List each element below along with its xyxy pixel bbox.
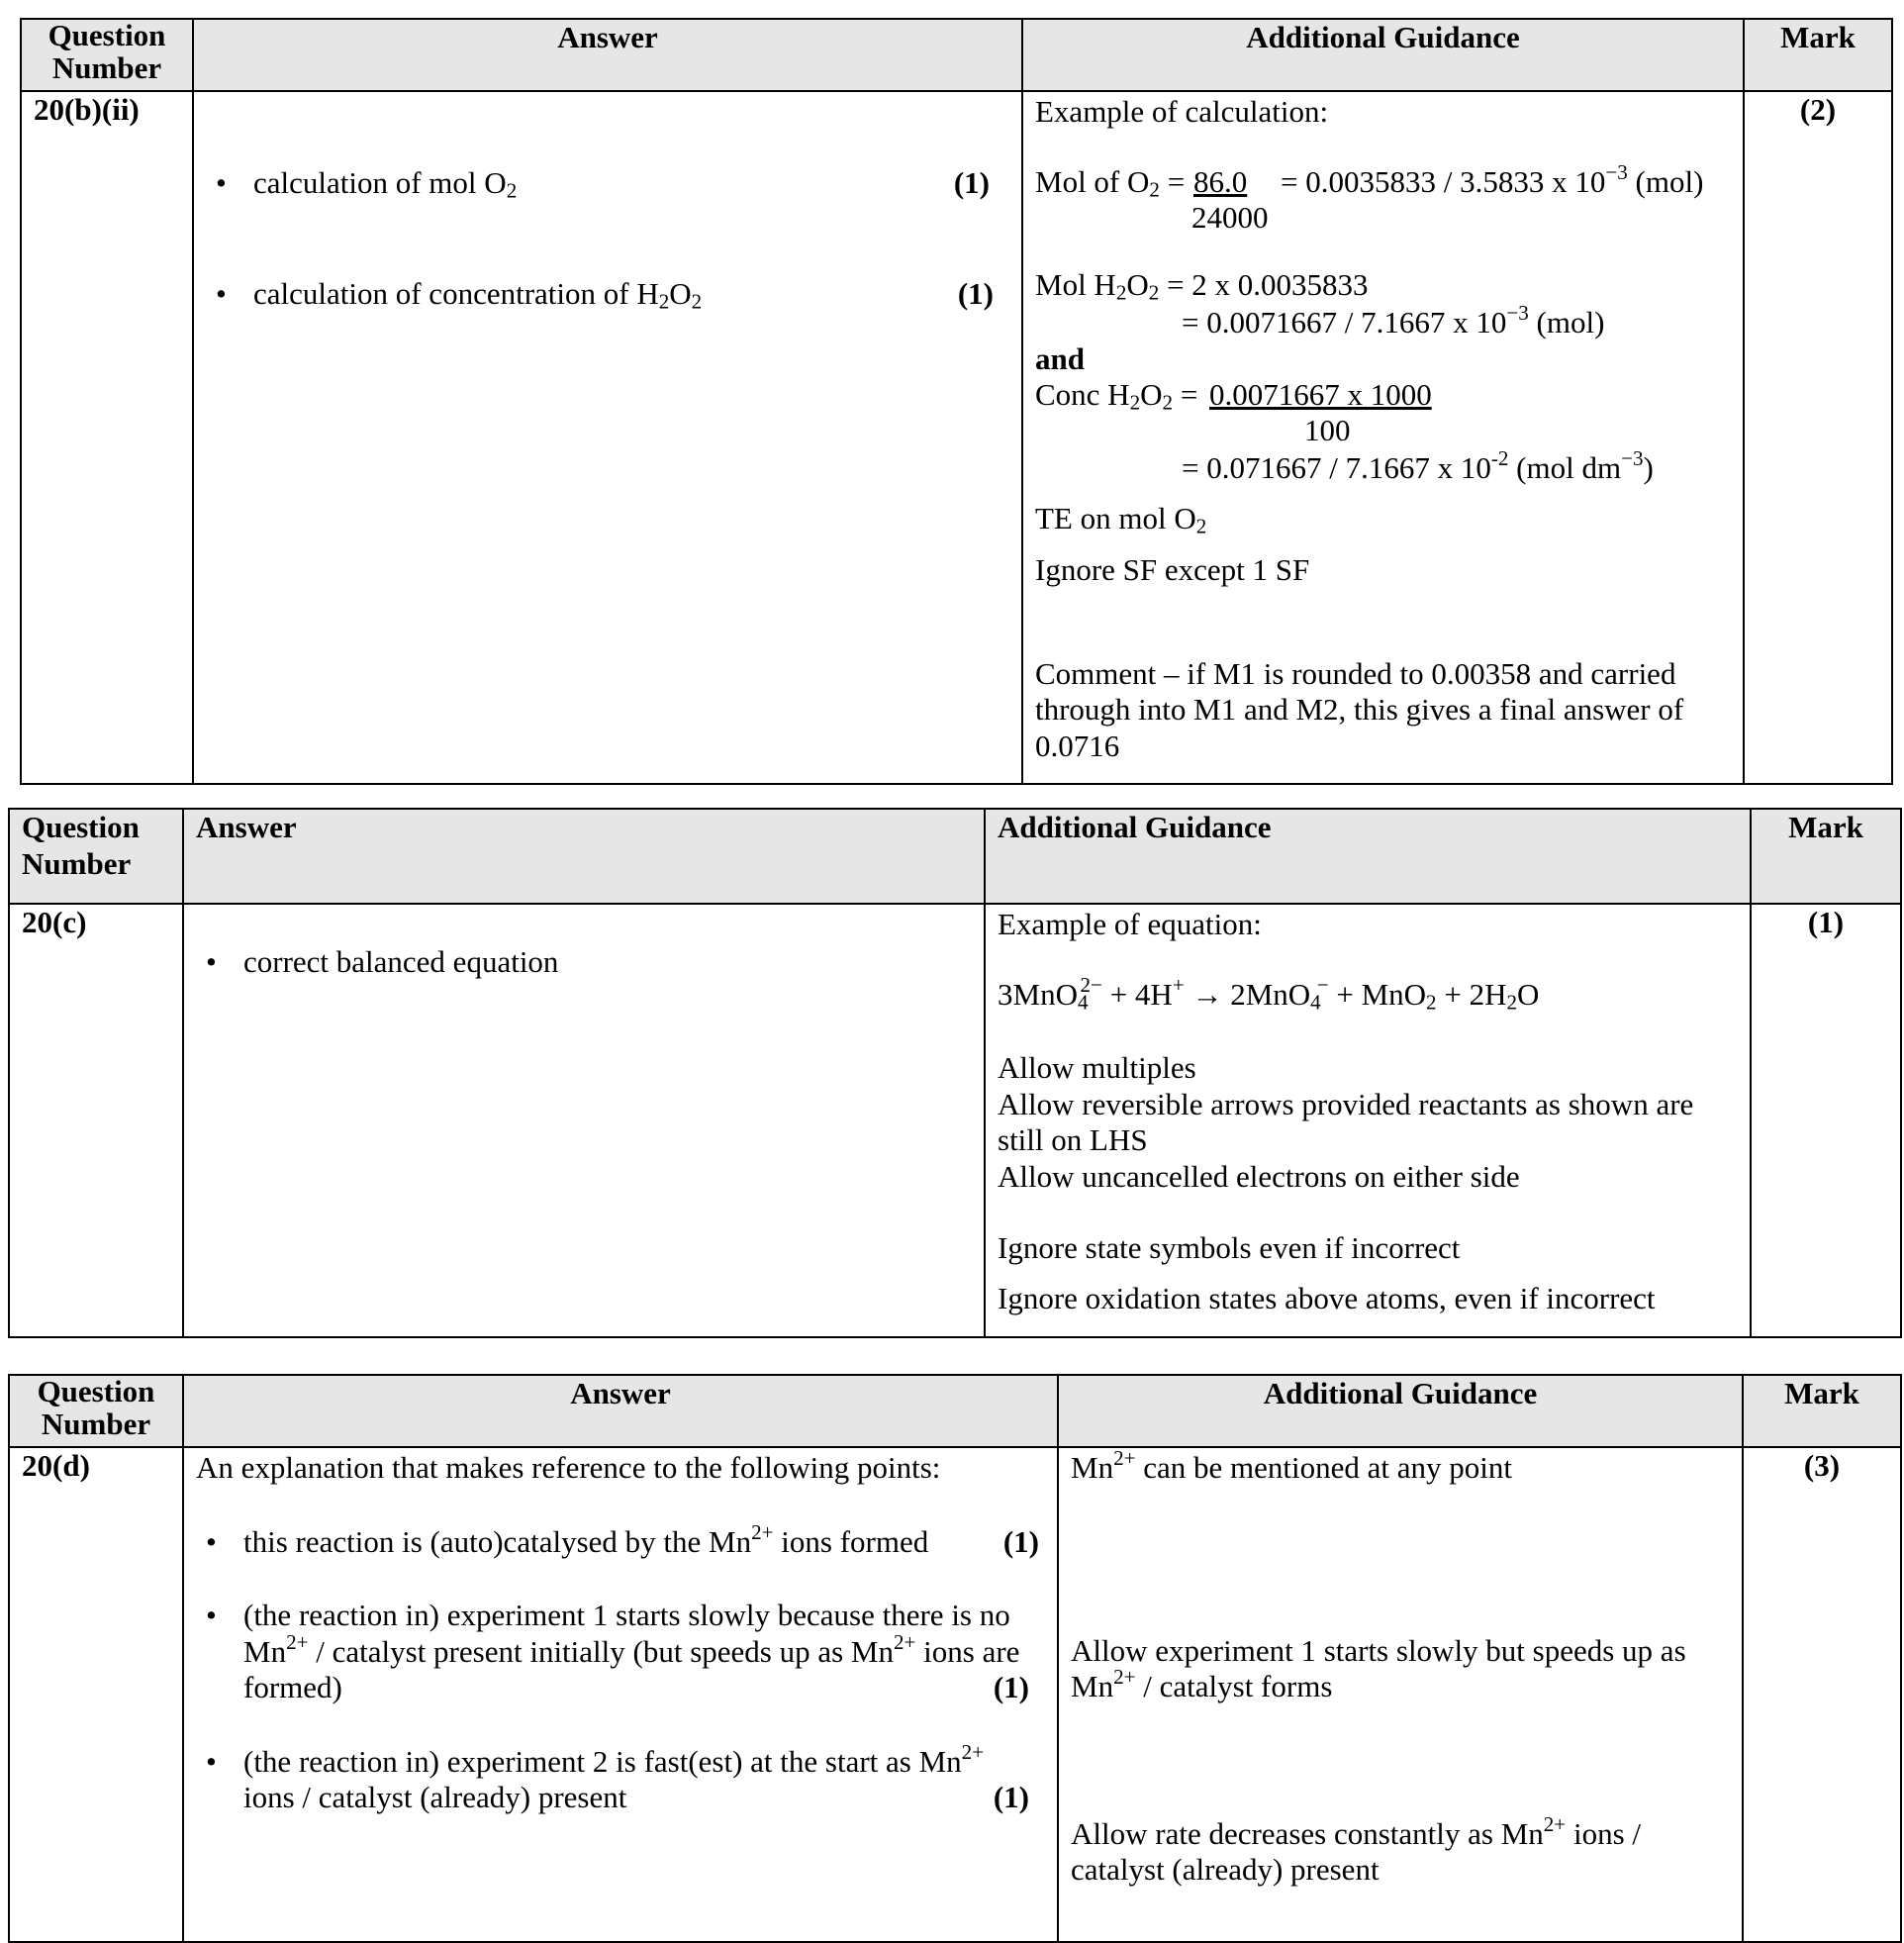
- question-number: 20(b)(ii): [21, 91, 193, 784]
- point-mark: (1): [993, 1780, 1029, 1815]
- guidance-cell: [1022, 91, 1744, 784]
- fraction-numerator: 0.0071667 x 1000: [1209, 377, 1432, 413]
- table-row: [9, 904, 1901, 1337]
- guidance-header: Additional Guidance: [1022, 19, 1744, 91]
- point-mark: (1): [957, 276, 994, 312]
- question-number-header: Question Number: [21, 19, 193, 91]
- question-number-header: Question Number: [9, 1375, 183, 1447]
- question-mark: (2): [1744, 91, 1892, 784]
- table-header-row: [21, 19, 1892, 91]
- answer-cell: [193, 91, 1022, 784]
- point-mark: (1): [1002, 1523, 1039, 1559]
- guidance-mn-note: $Mn^{2+}$ can be mentioned at any point: [1071, 1445, 1513, 1485]
- guidance-rate-note: Allow rate decreases constantly as $Mn^{2+}$ ions / catalyst (already) present: [1071, 1811, 1641, 1888]
- guidance-header: Additional Guidance: [1058, 1375, 1743, 1447]
- answer-point: • (the reaction in) experiment 2 is fast(est) at the start as $Mn^{2+}$ ions / catalyst (already) present (1): [196, 1744, 1039, 1816]
- table-row: [9, 1447, 1901, 1942]
- answer-header: Answer: [193, 19, 1022, 91]
- answer-point: • calculation of concentration of $H_2O_2$ (1): [206, 276, 1009, 314]
- mol-h2o2-result: = 0.0071667 / 7.1667 x $10^{-3}$ (mol): [1182, 301, 1605, 340]
- guidance-cell: [1058, 1447, 1743, 1942]
- question-mark: (3): [1743, 1447, 1901, 1942]
- table-header-row: [9, 1375, 1901, 1447]
- answer-header: Answer: [183, 1375, 1058, 1447]
- answer-point: • correct balanced equation: [196, 944, 972, 981]
- fraction-denominator: 24000: [1191, 199, 1269, 235]
- answer-cell: [183, 1447, 1058, 1942]
- allow-electrons-note: Allow uncancelled electrons on either side: [998, 1158, 1520, 1194]
- question-number: 20(c): [9, 904, 183, 1337]
- mark-scheme-table-20d: [8, 1374, 1902, 1943]
- question-number: 20(d): [9, 1447, 183, 1942]
- fraction-denominator: 100: [1304, 413, 1351, 448]
- fraction-numerator: 86.0: [1193, 163, 1248, 199]
- comment-note: Comment – if M1 is rounded to 0.00358 and carried through into M1 and M2, this gives a final answer of 0.0716: [1035, 655, 1684, 764]
- point-mark: (1): [993, 1670, 1029, 1705]
- table-row: [21, 91, 1892, 784]
- conc-h2o2-result: = 0.071667 / 7.1667 x $10^{-2}$ (mol $dm^{-3}$): [1182, 446, 1654, 486]
- balanced-equation: $3MnO_4^{2-} + 4H^+ \to 2MnO_4^- + MnO_2 + 2H_2O$: [998, 972, 1540, 1015]
- table-header-row: [9, 809, 1901, 904]
- guidance-cell: [985, 904, 1751, 1337]
- mark-scheme-table-20c: [8, 808, 1902, 1338]
- guidance-exp1-note: Allow experiment 1 starts slowly but speeds up as $Mn^{2+}$ / catalyst forms: [1071, 1632, 1686, 1704]
- answer-header: Answer: [183, 809, 985, 904]
- ignore-oxidation-note: Ignore oxidation states above atoms, even if incorrect: [998, 1280, 1656, 1315]
- mol-h2o2-calculation: Mol $H_2O_2 = 2$ x 0.0035833: [1035, 266, 1369, 305]
- question-mark: (1): [1751, 904, 1901, 1337]
- and-connector: and: [1035, 340, 1085, 376]
- question-number-header: Question Number: [9, 809, 183, 904]
- guidance-intro: Example of equation:: [998, 907, 1262, 941]
- answer-point: • calculation of mol $O_2$ (1): [206, 165, 1009, 203]
- answer-point: • this reaction is (auto)catalysed by the $Mn^{2+}$ ions formed (1): [196, 1524, 1039, 1561]
- allow-multiples-note: Allow multiples: [998, 1050, 1196, 1086]
- mark-header: Mark: [1751, 809, 1901, 904]
- answer-point: • (the reaction in) experiment 1 starts slowly because there is no $Mn^{2+}$ / catalyst present initially (but speeds up as $Mn^{2+}$ ions are formed) (1): [196, 1598, 1039, 1706]
- ignore-state-note: Ignore state symbols even if incorrect: [998, 1230, 1461, 1266]
- guidance-intro: Example of calculation:: [1035, 94, 1329, 129]
- mark-header: Mark: [1743, 1375, 1901, 1447]
- guidance-header: Additional Guidance: [985, 809, 1751, 904]
- mark-scheme-table-20b-ii: [20, 18, 1893, 785]
- conc-h2o2-calculation: Conc $H_2O_2$ = 0.0071667 x 1000 100: [1035, 377, 1432, 448]
- te-note: TE on mol $O_2$: [1035, 500, 1207, 538]
- mol-o2-calculation: Mol of $O_2$ = 86.0 24000 = 0.0035833 / 3.5833 x $10^{-3}$ (mol): [1035, 159, 1704, 235]
- point-mark: (1): [953, 165, 990, 200]
- answer-cell: [183, 904, 985, 1337]
- allow-reversible-note: Allow reversible arrows provided reactants as shown are still on LHS: [998, 1086, 1694, 1158]
- answer-intro: An explanation that makes reference to the following points:: [196, 1450, 941, 1485]
- ignore-sf-note: Ignore SF except 1 SF: [1035, 552, 1310, 588]
- mark-header: Mark: [1744, 19, 1892, 91]
